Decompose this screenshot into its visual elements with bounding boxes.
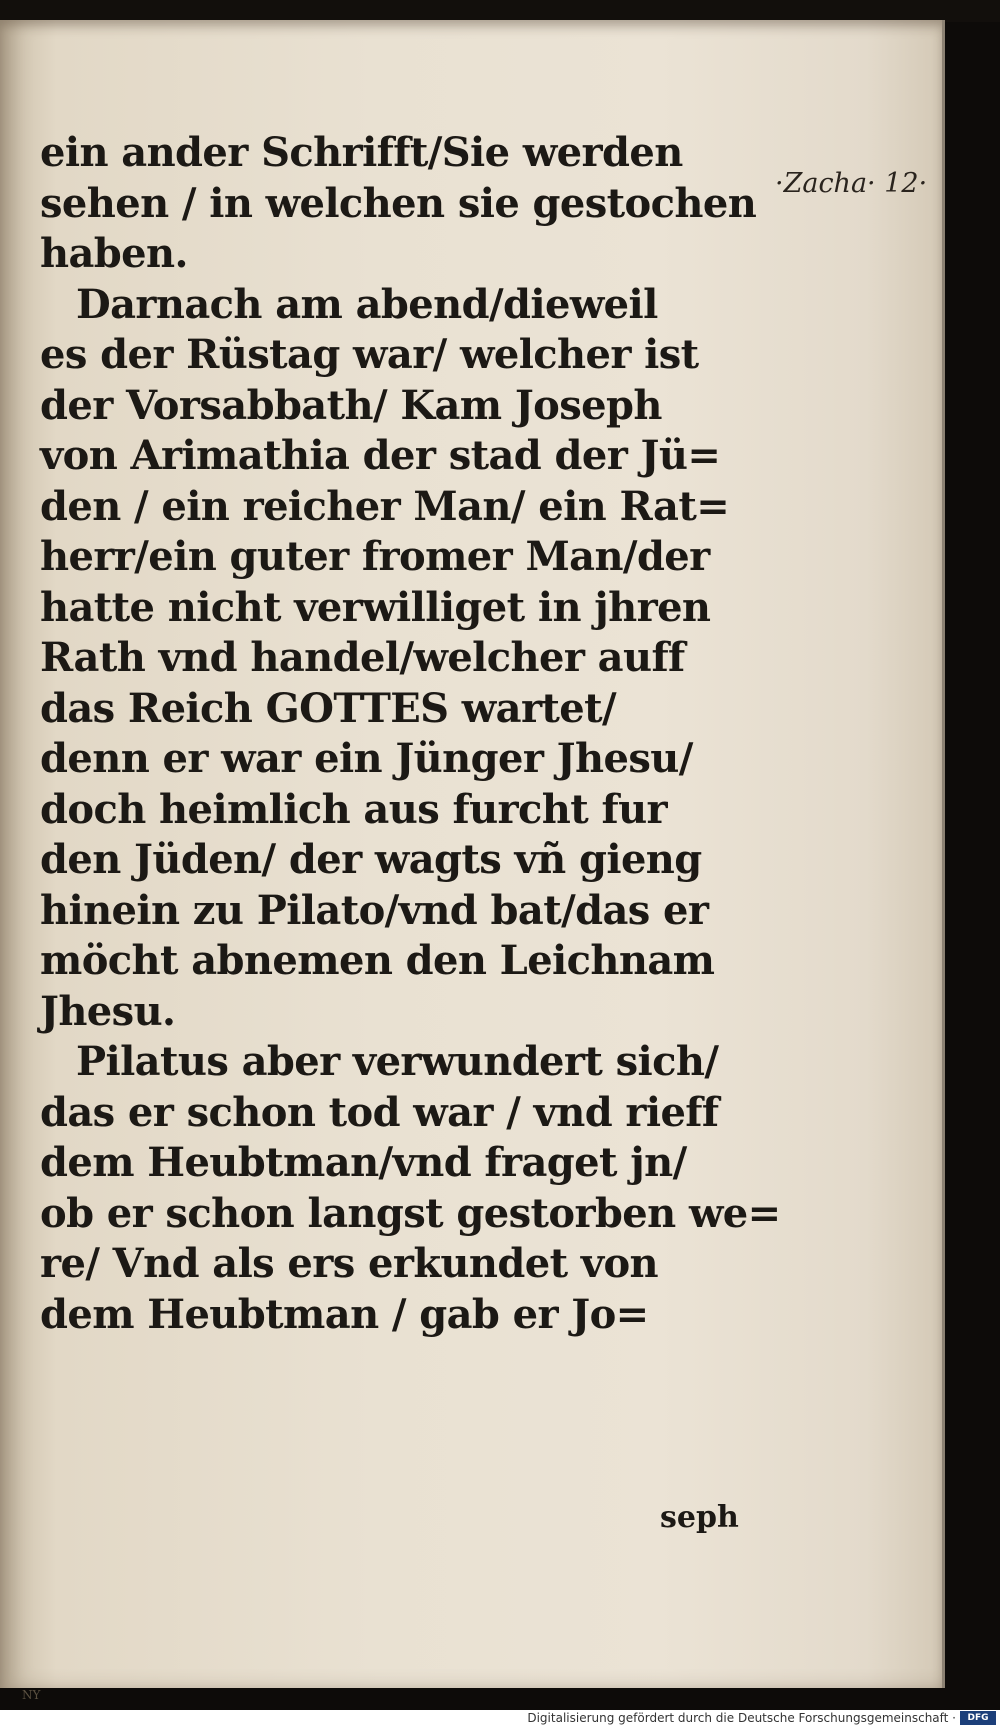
text-line: hatte nicht verwilliget in jhren <box>40 583 711 631</box>
text-line: Jhesu. <box>40 987 176 1035</box>
text-line: haben. <box>40 230 188 277</box>
text-line: Pilatus aber verwundert sich/ <box>76 1038 719 1085</box>
marginal-note: ·Zacha· 12· <box>775 168 928 199</box>
text-line: denn er war ein Jünger Jhesu/ <box>40 735 693 782</box>
text-line: das er schon tod war / vnd rieff <box>40 1088 719 1136</box>
corner-mark: NY <box>22 1688 41 1702</box>
text-line: dem Heubtman / gab er Jo= <box>40 1290 649 1338</box>
text-line: den Jüden/ der wagts vñ gieng <box>40 836 702 883</box>
text-line: re/ Vnd als ers erkundet von <box>40 1240 659 1287</box>
scan-top-edge <box>0 0 1000 22</box>
text-line: Darnach am abend/dieweil <box>76 280 658 328</box>
book-page <box>0 20 945 1688</box>
dfg-logo: DFG <box>960 1711 996 1725</box>
text-line: das Reich GOTTES wartet/ <box>40 684 617 732</box>
text-line: ob er schon langst gestorben we= <box>40 1189 781 1237</box>
text-line: den / ein reicher Man/ ein Rat= <box>40 482 730 530</box>
body-text <box>40 128 781 1535</box>
text-line: herr/ein guter fromer Man/der <box>40 533 710 580</box>
text-line: es der Rüstag war/ welcher ist <box>40 331 699 378</box>
text-line: von Arimathia der stad der Jü= <box>40 432 721 479</box>
text-line: dem Heubtman/vnd fraget jn/ <box>40 1139 687 1186</box>
catchword: seph <box>660 1500 739 1535</box>
text-line: doch heimlich aus furcht fur <box>40 785 668 833</box>
text-line: möcht abnemen den Leichnam <box>40 937 715 984</box>
text-line: ein ander Schrifft/Sie werden <box>40 129 683 176</box>
footer-credit: Digitalisierung gefördert durch die Deutsche Forschungsgemeinschaft · <box>527 1711 956 1725</box>
text-line: hinein zu Pilato/vnd bat/das er <box>40 886 709 934</box>
text-line: Rath vnd handel/welcher auff <box>40 634 685 681</box>
text-line: der Vorsabbath/ Kam Joseph <box>40 381 662 429</box>
text-line: sehen / in welchen sie gestochen <box>40 179 757 227</box>
